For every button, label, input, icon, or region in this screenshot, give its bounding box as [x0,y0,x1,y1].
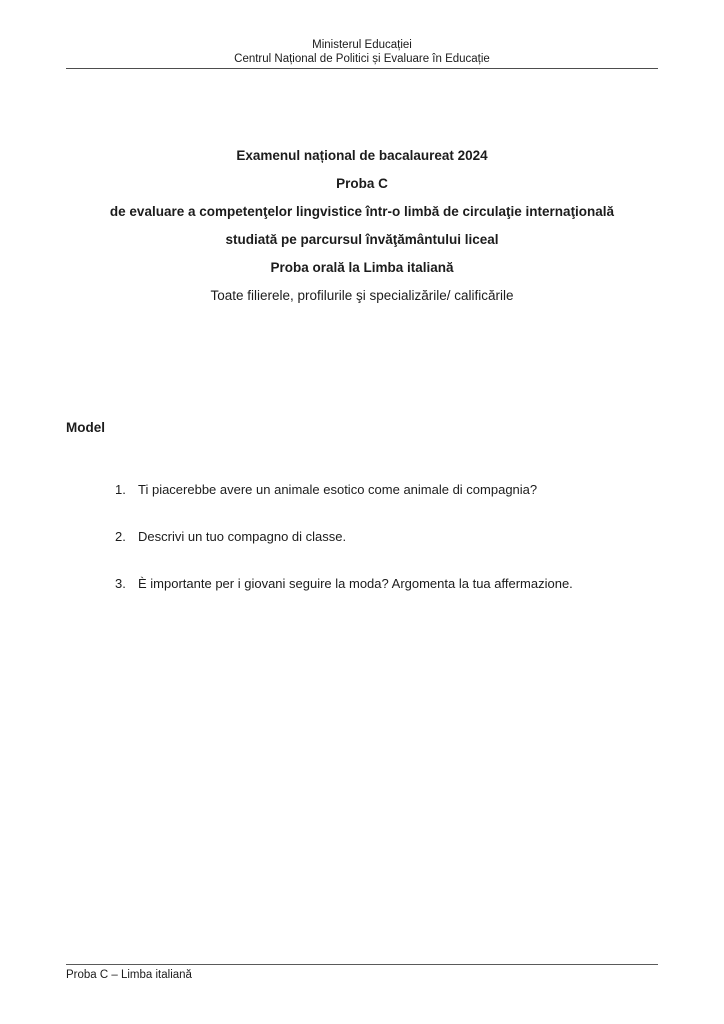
title-proba: Proba C [336,176,388,191]
title-filiere: Toate filierele, profilurile şi specializările/ calificările [210,288,514,303]
title-exam-name: Examenul național de bacalaureat 2024 [236,148,488,163]
question-number: 3. [115,576,126,591]
question-item-1 [115,482,658,498]
footer-text: Proba C – Limba italiană [66,969,192,981]
question-item-2 [115,529,658,545]
page-header [66,38,658,69]
title-block [55,142,669,310]
question-number: 1. [115,482,126,497]
question-text: Descrivi un tuo compagno di classe. [138,529,347,544]
title-subject: Proba orală la Limba italiană [270,260,454,275]
question-list [115,482,658,623]
question-text: È importante per i giovani seguire la moda? Argomenta la tua affermazione. [138,576,573,591]
model-heading: Model [66,420,105,435]
question-text: Ti piacerebbe avere un animale esotico come animale di compagnia? [138,482,538,497]
page-footer [66,964,658,981]
title-description-line2: studiată pe parcursul învăţământului liceal [225,232,499,247]
header-center-line: Centrul Național de Politici și Evaluare în Educație [234,53,490,65]
header-ministry-line: Ministerul Educației [312,39,412,51]
question-number: 2. [115,529,126,544]
title-description-line1: de evaluare a competenţelor lingvistice într-o limbă de circulaţie internaţională [109,204,615,219]
question-item-3 [115,576,658,592]
